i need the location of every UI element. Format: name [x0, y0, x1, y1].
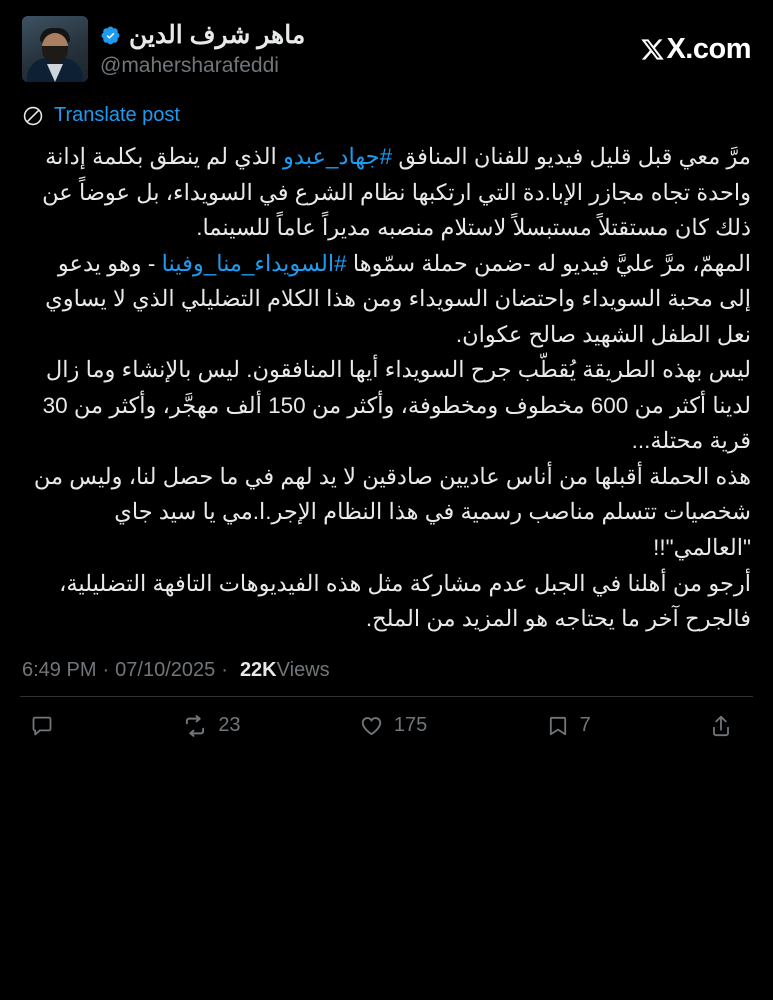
views-label: Views: [276, 658, 330, 681]
bookmark-count: 7: [579, 714, 591, 737]
share-icon: [709, 714, 733, 738]
bookmark-button[interactable]: [546, 714, 591, 738]
post-meta: [18, 637, 755, 696]
post-date: 07/10/2025: [115, 658, 216, 681]
hashtag-sweida-mena-wfina[interactable]: #السويداء_منا_وفينا: [161, 250, 347, 276]
post-text-segment-5: ليس بهذه الطريقة يُقطّب جرح السويداء أيها المنافقون. ليس بالإنشاء وما زال لدينا أكثر من 600 مخطوف ومخطوفة، وأكثر من 150 ألف مهجَّر، وأكثر من 30 قرية محتلة...: [36, 357, 751, 454]
x-com-watermark: [632, 33, 751, 66]
author-name-row: [100, 20, 305, 50]
reply-icon: [30, 714, 54, 738]
post-time: 6:49 PM: [22, 658, 97, 681]
x-logo-icon: [640, 37, 665, 62]
retweet-icon: [182, 713, 208, 739]
author-handle[interactable]: @mahersharafeddi: [100, 54, 279, 77]
like-button[interactable]: [359, 713, 427, 738]
reply-button[interactable]: [30, 714, 64, 738]
bookmark-icon: [546, 714, 570, 738]
post-text-segment-4: - وهو يدعو إلى محبة السويداء واحتضان السويداء ومن هذا الكلام التضليلي الذي لا يساوي نعل الطفل الشهيد صالح عكوان.: [38, 250, 751, 347]
meta-separator-2: ·: [221, 658, 228, 681]
like-count: 175: [393, 714, 428, 737]
post-text-segment-2: الذي لم ينطق بكلمة إدانة واحدة تجاه مجازر الإبا.دة التي ارتكبها نظام الشرع في السويداء، بل عوضاً عن ذلك كان مستقتلاً مستبسلاً لاستلام منصبه مديراً عاماً للسينما.: [35, 144, 751, 241]
translate-post-row[interactable]: [18, 92, 755, 133]
post-text-segment-7: أرجو من أهلنا في الجبل عدم مشاركة مثل هذه الفيديوهات التافهة التضليلية، فالجرح آخر ما يحتاجه هو المزيد من الملح.: [52, 570, 751, 632]
views-count: 22K: [239, 658, 277, 681]
action-bar: [18, 697, 755, 755]
author-info: [100, 20, 620, 78]
share-button[interactable]: [709, 714, 743, 738]
hashtag-jihad-abdo[interactable]: #جهاد_عبدو: [283, 144, 393, 169]
author-display-name[interactable]: ماهر شرف الدين: [129, 21, 306, 49]
retweet-button[interactable]: [182, 713, 240, 739]
post-text-segment-3: المهمّ، مرَّ عليَّ فيديو له -ضمن حملة سمّوها: [346, 250, 751, 276]
meta-separator-1: ·: [102, 658, 110, 681]
post-text-segment-6: هذه الحملة أقبلها من أناس عاديين صادقين لا يد لهم في ما حصل لنا، وليس من شخصيات تتسلم مناصب رسمية في هذا النظام الإجر.ا.مي يا سيد جاي "العالمي"!!: [27, 463, 751, 561]
heart-icon: [359, 713, 384, 738]
translate-icon: [22, 105, 44, 127]
x-com-label: X.com: [666, 32, 751, 65]
avatar[interactable]: [22, 16, 88, 82]
post-text-segment-1: مرَّ معي قبل قليل فيديو للفنان المنافق: [392, 144, 751, 169]
verified-badge-icon: [100, 25, 121, 46]
translate-post-label[interactable]: Translate post: [54, 104, 180, 126]
retweet-count: 23: [218, 714, 241, 737]
post-header: [18, 0, 755, 92]
post-text: [18, 133, 755, 637]
